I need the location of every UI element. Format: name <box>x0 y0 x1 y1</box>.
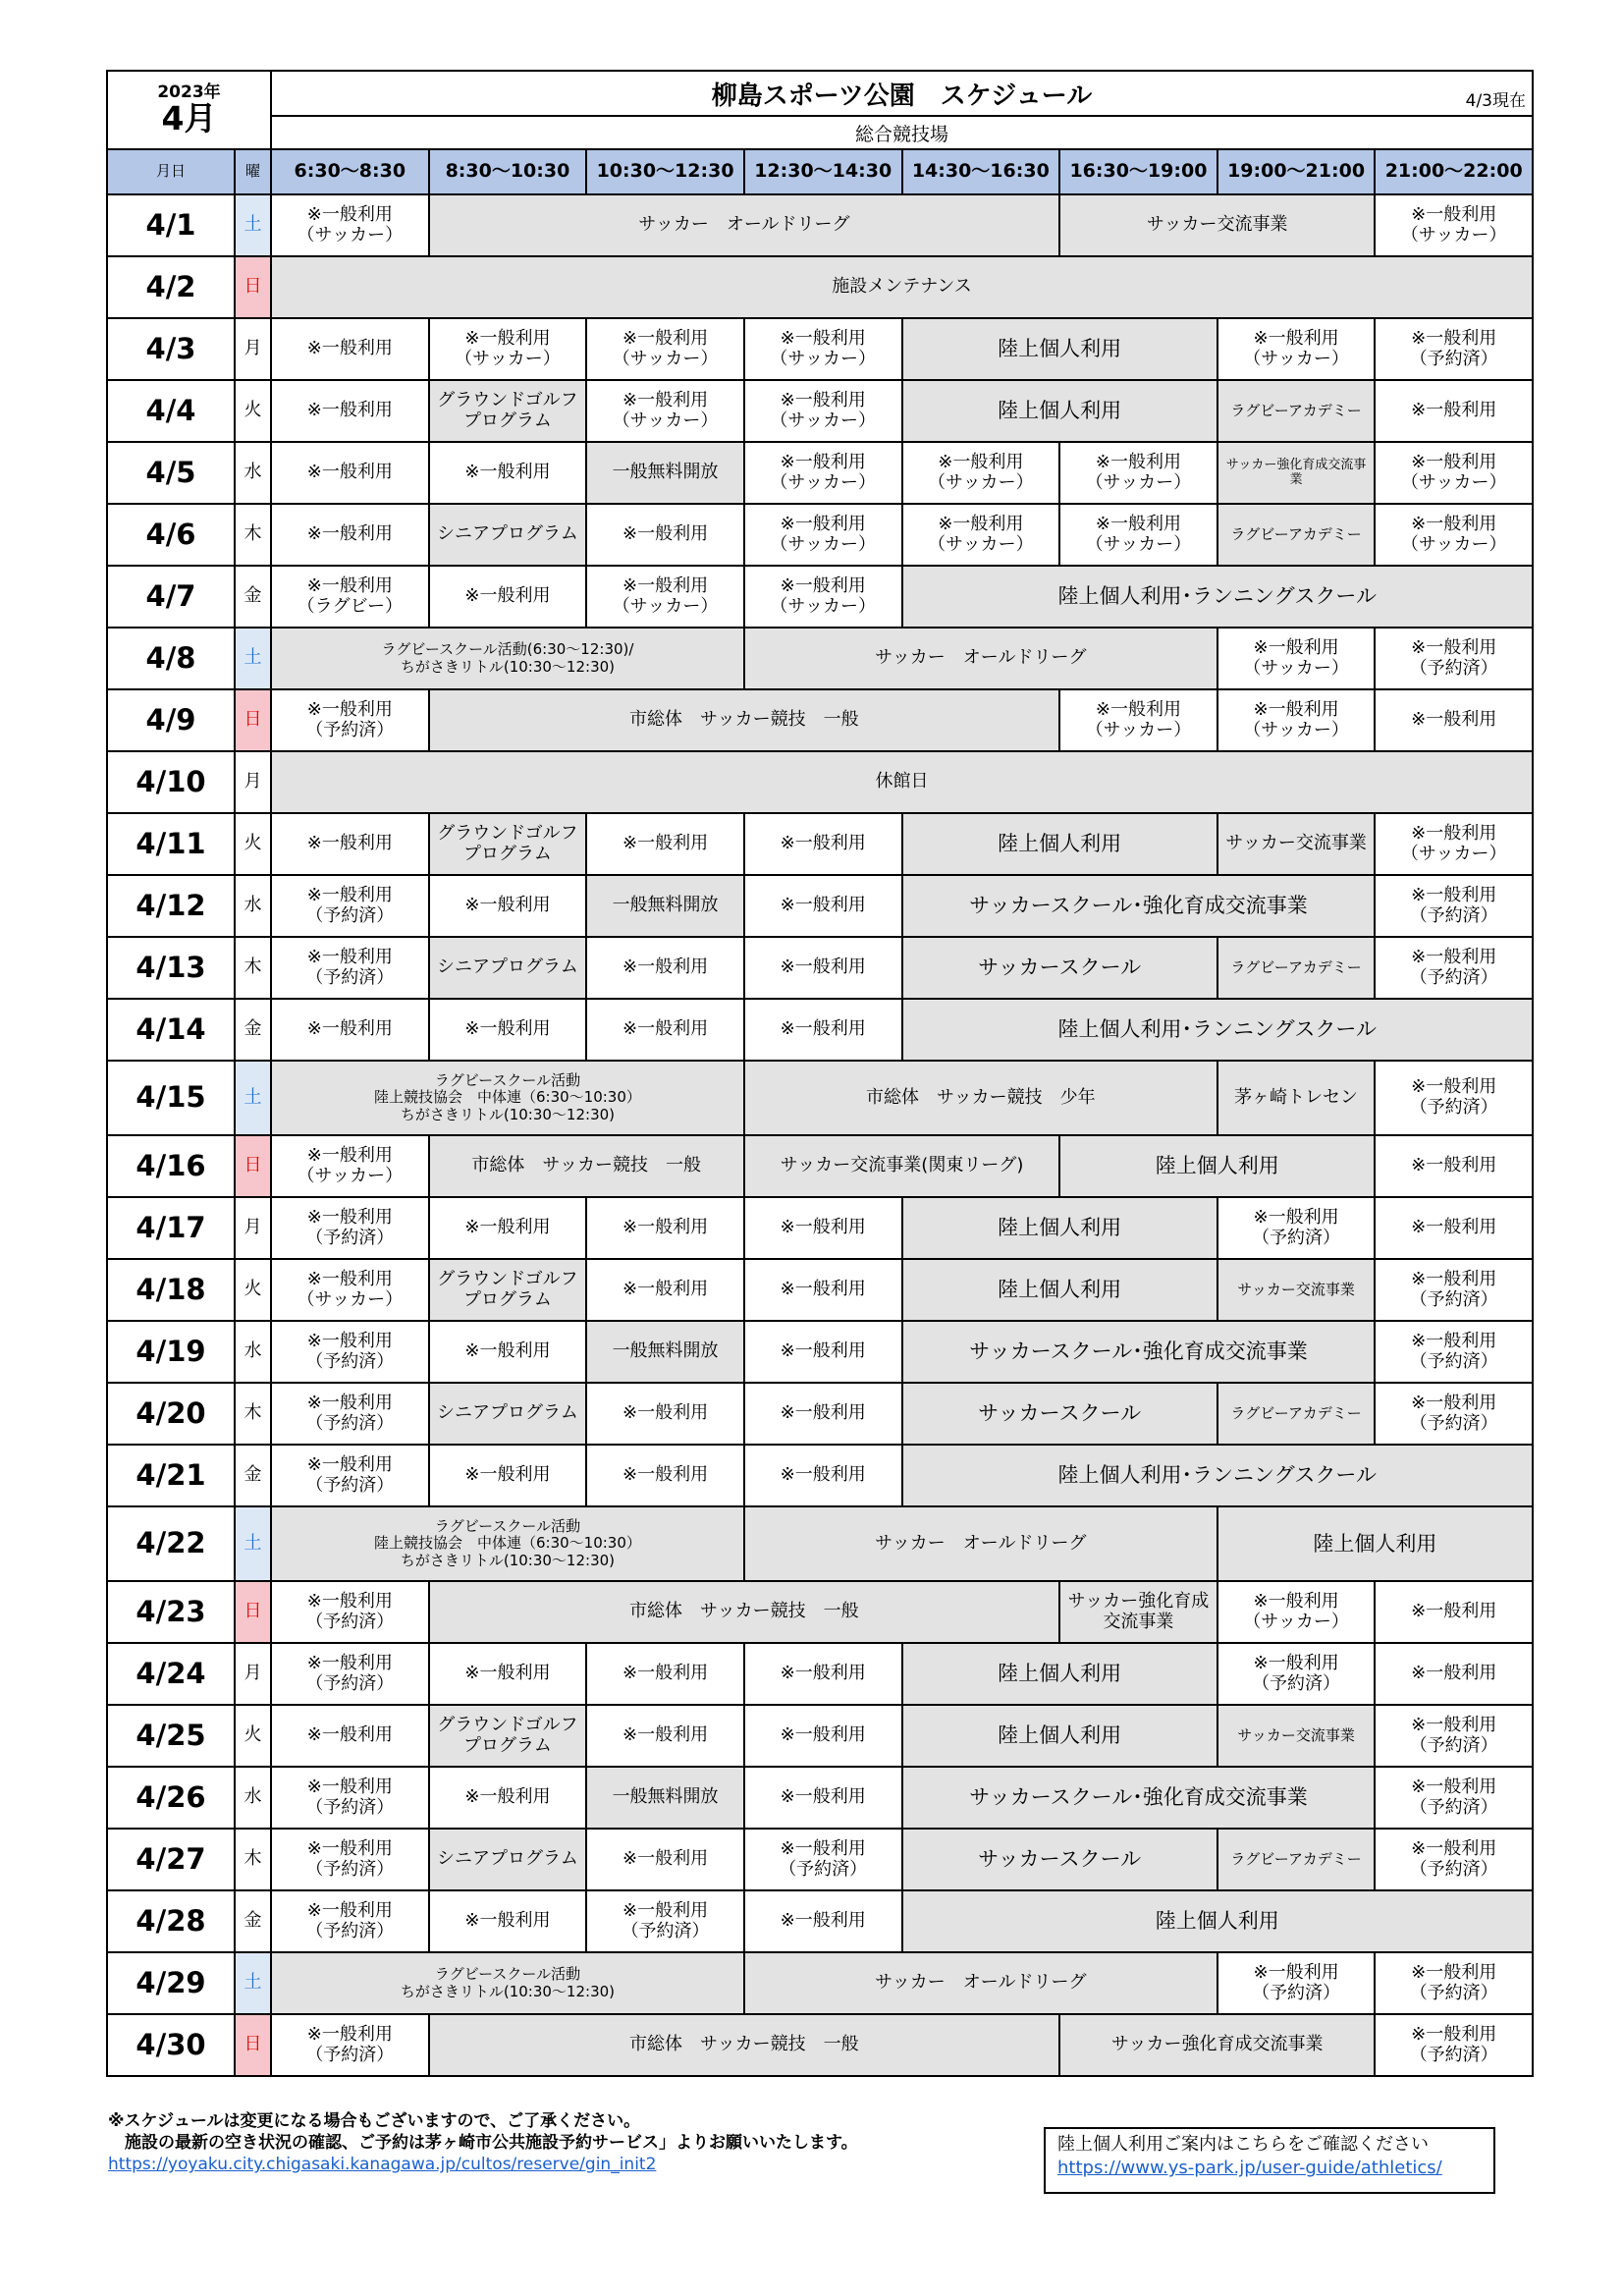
time-slot-header: 21:00～22:00 <box>1375 149 1533 194</box>
as-of-date: 4/3現在 <box>1465 91 1526 111</box>
availability-cell: ※一般利用 （サッカー） <box>1217 689 1376 751</box>
schedule-row <box>107 256 1533 318</box>
availability-cell: ※一般利用 <box>1375 1643 1533 1705</box>
row-date: 4/13 <box>107 937 235 999</box>
availability-cell: ※一般利用 （予約済） <box>1375 1829 1533 1890</box>
time-slot-header: 19:00～21:00 <box>1217 149 1376 194</box>
availability-cell: ※一般利用 <box>744 999 902 1061</box>
availability-cell: ※一般利用 （サッカー） <box>271 1259 429 1321</box>
availability-cell: ※一般利用 <box>429 875 587 937</box>
event-cell: 一般無料開放 <box>586 875 744 937</box>
availability-cell: ※一般利用 （サッカー） <box>902 442 1060 504</box>
availability-cell: ※一般利用 <box>271 813 429 875</box>
row-weekday: 日 <box>235 256 271 318</box>
availability-cell: ※一般利用 <box>1375 1581 1533 1643</box>
event-cell: 一般無料開放 <box>586 442 744 504</box>
event-cell: グラウンドゴルフ プログラム <box>429 813 587 875</box>
title-cell <box>271 71 1533 116</box>
schedule-row <box>107 1890 1533 1952</box>
availability-cell: ※一般利用 （予約済） <box>1375 1259 1533 1321</box>
row-weekday: 水 <box>235 442 271 504</box>
availability-cell: ※一般利用 （サッカー） <box>586 380 744 442</box>
availability-cell: ※一般利用 <box>586 1705 744 1767</box>
availability-cell: ※一般利用 <box>586 813 744 875</box>
availability-cell: ※一般利用 （予約済） <box>1375 1383 1533 1445</box>
event-cell: サッカースクール <box>902 1829 1217 1890</box>
event-cell: 陸上個人利用･ランニングスクール <box>902 566 1534 628</box>
venue-label: 総合競技場 <box>271 116 1533 149</box>
row-date: 4/20 <box>107 1383 235 1445</box>
availability-cell: ※一般利用 （ラグビー） <box>271 566 429 628</box>
schedule-row <box>107 937 1533 999</box>
availability-cell: ※一般利用 （サッカー） <box>586 566 744 628</box>
row-weekday: 月 <box>235 318 271 380</box>
availability-cell: ※一般利用 （サッカー） <box>744 380 902 442</box>
availability-cell: ※一般利用 （予約済） <box>1375 628 1533 689</box>
event-cell: サッカー強化育成交流事業 <box>1059 2014 1375 2076</box>
availability-cell: ※一般利用 （予約済） <box>271 1890 429 1952</box>
row-date: 4/4 <box>107 380 235 442</box>
column-header-row <box>107 149 1533 194</box>
availability-cell: ※一般利用 （予約済） <box>1375 2014 1533 2076</box>
row-weekday: 木 <box>235 1829 271 1890</box>
event-cell: ラグビーアカデミー <box>1217 380 1376 442</box>
event-cell: サッカースクール･強化育成交流事業 <box>902 1767 1376 1829</box>
availability-cell: ※一般利用 <box>1375 380 1533 442</box>
availability-cell: ※一般利用 <box>744 1890 902 1952</box>
row-date: 4/23 <box>107 1581 235 1643</box>
event-cell: サッカー オールドリーグ <box>429 194 1060 256</box>
availability-cell: ※一般利用 （予約済） <box>271 937 429 999</box>
availability-cell: ※一般利用 <box>429 1643 587 1705</box>
availability-cell: ※一般利用 （予約済） <box>1375 318 1533 380</box>
schedule-row <box>107 813 1533 875</box>
time-slot-header: 12:30～14:30 <box>744 149 902 194</box>
row-weekday: 金 <box>235 999 271 1061</box>
event-cell: 休館日 <box>271 751 1533 813</box>
row-weekday: 日 <box>235 689 271 751</box>
availability-cell: ※一般利用 <box>586 1259 744 1321</box>
schedule-row <box>107 628 1533 689</box>
row-date: 4/1 <box>107 194 235 256</box>
schedule-row <box>107 1197 1533 1259</box>
row-date: 4/8 <box>107 628 235 689</box>
row-date: 4/3 <box>107 318 235 380</box>
time-slot-header: 10:30～12:30 <box>586 149 744 194</box>
availability-cell: ※一般利用 （サッカー） <box>1375 813 1533 875</box>
time-slot-header: 8:30～10:30 <box>429 149 587 194</box>
availability-cell: ※一般利用 <box>271 1705 429 1767</box>
row-weekday: 水 <box>235 1767 271 1829</box>
availability-cell: ※一般利用 （予約済） <box>271 1321 429 1383</box>
row-weekday: 金 <box>235 1890 271 1952</box>
schedule-row <box>107 2014 1533 2076</box>
availability-cell: ※一般利用 （サッカー） <box>1217 1581 1376 1643</box>
row-date: 4/2 <box>107 256 235 318</box>
availability-cell: ※一般利用 （予約済） <box>271 1767 429 1829</box>
availability-cell: ※一般利用 <box>744 813 902 875</box>
event-cell: シニアプログラム <box>429 1829 587 1890</box>
availability-cell: ※一般利用 <box>586 504 744 566</box>
row-weekday: 金 <box>235 566 271 628</box>
footer-notes <box>108 2110 1011 2175</box>
row-weekday: 木 <box>235 1383 271 1445</box>
availability-cell: ※一般利用 （サッカー） <box>1059 689 1217 751</box>
schedule-row <box>107 318 1533 380</box>
availability-cell: ※一般利用 <box>429 1445 587 1506</box>
availability-cell: ※一般利用 <box>1375 1135 1533 1197</box>
row-date: 4/9 <box>107 689 235 751</box>
event-cell: サッカー強化育成 交流事業 <box>1059 1581 1217 1643</box>
schedule-row <box>107 1061 1533 1135</box>
event-cell: 陸上個人利用 <box>902 1259 1217 1321</box>
availability-cell: ※一般利用 <box>744 1445 902 1506</box>
event-cell: サッカー オールドリーグ <box>744 1506 1217 1581</box>
availability-cell: ※一般利用 <box>744 1197 902 1259</box>
row-date: 4/17 <box>107 1197 235 1259</box>
year-label: 2023年 <box>157 82 221 102</box>
availability-cell: ※一般利用 （予約済） <box>271 1581 429 1643</box>
event-cell: サッカースクール <box>902 937 1217 999</box>
event-cell: 一般無料開放 <box>586 1321 744 1383</box>
schedule-sheet <box>106 70 1534 2077</box>
athletics-info-link[interactable]: https://www.ys-park.jp/user-guide/athletics/ <box>1057 2158 1442 2179</box>
availability-cell: ※一般利用 （予約済） <box>1375 875 1533 937</box>
row-date: 4/30 <box>107 2014 235 2076</box>
availability-cell: ※一般利用 （サッカー） <box>744 504 902 566</box>
row-date: 4/28 <box>107 1890 235 1952</box>
event-cell: サッカースクール <box>902 1383 1217 1445</box>
availability-cell: ※一般利用 <box>744 937 902 999</box>
row-weekday: 水 <box>235 1321 271 1383</box>
event-cell: 陸上個人利用 <box>1217 1506 1533 1581</box>
row-weekday: 火 <box>235 1259 271 1321</box>
event-cell: 陸上個人利用･ランニングスクール <box>902 999 1534 1061</box>
availability-cell: ※一般利用 <box>744 1321 902 1383</box>
row-date: 4/16 <box>107 1135 235 1197</box>
row-weekday: 月 <box>235 1643 271 1705</box>
availability-cell: ※一般利用 （予約済） <box>271 1383 429 1445</box>
event-cell: ラグビーアカデミー <box>1217 1383 1376 1445</box>
row-date: 4/24 <box>107 1643 235 1705</box>
row-date: 4/10 <box>107 751 235 813</box>
row-date: 4/12 <box>107 875 235 937</box>
schedule-body <box>107 194 1533 2076</box>
event-cell: サッカー交流事業 <box>1217 1705 1376 1767</box>
schedule-row <box>107 1445 1533 1506</box>
schedule-row <box>107 1829 1533 1890</box>
row-weekday: 火 <box>235 380 271 442</box>
schedule-table <box>106 148 1534 2077</box>
row-weekday: 土 <box>235 1952 271 2014</box>
availability-cell: ※一般利用 <box>586 1445 744 1506</box>
event-cell: サッカースクール･強化育成交流事業 <box>902 875 1376 937</box>
availability-cell: ※一般利用 （予約済） <box>271 689 429 751</box>
availability-cell: ※一般利用 <box>586 1643 744 1705</box>
row-date: 4/11 <box>107 813 235 875</box>
row-weekday: 土 <box>235 1061 271 1135</box>
availability-cell: ※一般利用 （予約済） <box>271 875 429 937</box>
availability-cell: ※一般利用 <box>586 999 744 1061</box>
availability-cell: ※一般利用 （サッカー） <box>1217 318 1376 380</box>
row-weekday: 土 <box>235 194 271 256</box>
event-cell: ラグビーアカデミー <box>1217 1829 1376 1890</box>
row-date: 4/26 <box>107 1767 235 1829</box>
availability-cell: ※一般利用 <box>429 1197 587 1259</box>
event-cell: 陸上個人利用･ランニングスクール <box>902 1445 1534 1506</box>
date-column-header: 月日 <box>107 149 235 194</box>
schedule-row <box>107 875 1533 937</box>
availability-cell: ※一般利用 （予約済） <box>1375 1952 1533 2014</box>
event-cell: グラウンドゴルフ プログラム <box>429 1705 587 1767</box>
availability-cell: ※一般利用 （予約済） <box>1375 1767 1533 1829</box>
availability-cell: ※一般利用 <box>271 999 429 1061</box>
event-cell: ラグビースクール活動 陸上競技協会 中体連（6:30～10:30） ちがさきリトル(10:30～12:30) <box>271 1506 744 1581</box>
event-cell: シニアプログラム <box>429 504 587 566</box>
event-cell: シニアプログラム <box>429 937 587 999</box>
schedule-row <box>107 194 1533 256</box>
availability-cell: ※一般利用 （サッカー） <box>1217 628 1376 689</box>
availability-cell: ※一般利用 （サッカー） <box>586 318 744 380</box>
event-cell: ラグビースクール活動 ちがさきリトル(10:30～12:30) <box>271 1952 744 2014</box>
availability-cell: ※一般利用 （予約済） <box>271 1829 429 1890</box>
schedule-row <box>107 442 1533 504</box>
schedule-row <box>107 1952 1533 2014</box>
schedule-row <box>107 1643 1533 1705</box>
availability-cell: ※一般利用 （サッカー） <box>1375 194 1533 256</box>
availability-cell: ※一般利用 （サッカー） <box>1059 442 1217 504</box>
availability-cell: ※一般利用 （予約済） <box>1217 1952 1376 2014</box>
schedule-header <box>106 70 1534 150</box>
schedule-row <box>107 1259 1533 1321</box>
availability-cell: ※一般利用 （予約済） <box>271 1197 429 1259</box>
reservation-link[interactable]: https://yoyaku.city.chigasaki.kanagawa.jp/cultos/reserve/gin_init2 <box>108 2155 657 2175</box>
row-weekday: 日 <box>235 2014 271 2076</box>
row-date: 4/6 <box>107 504 235 566</box>
availability-cell: ※一般利用 <box>429 1890 587 1952</box>
event-cell: ラグビースクール活動 陸上競技協会 中体連（6:30～10:30） ちがさきリトル(10:30～12:30) <box>271 1061 744 1135</box>
time-slot-header: 6:30～8:30 <box>271 149 429 194</box>
schedule-row <box>107 566 1533 628</box>
availability-cell: ※一般利用 <box>586 937 744 999</box>
event-cell: シニアプログラム <box>429 1383 587 1445</box>
event-cell: 市総体 サッカー競技 一般 <box>429 689 1060 751</box>
event-cell: 陸上個人利用 <box>1059 1135 1375 1197</box>
availability-cell: ※一般利用 <box>429 442 587 504</box>
availability-cell: ※一般利用 （予約済） <box>744 1829 902 1890</box>
athletics-info-box <box>1044 2127 1495 2194</box>
availability-cell: ※一般利用 <box>744 1259 902 1321</box>
availability-cell: ※一般利用 <box>429 999 587 1061</box>
row-weekday: 土 <box>235 628 271 689</box>
event-cell: 陸上個人利用 <box>902 1890 1534 1952</box>
event-cell: 陸上個人利用 <box>902 1197 1217 1259</box>
time-slot-header: 14:30～16:30 <box>902 149 1060 194</box>
event-cell: サッカー交流事業 <box>1059 194 1375 256</box>
event-cell: サッカースクール･強化育成交流事業 <box>902 1321 1376 1383</box>
availability-cell: ※一般利用 （サッカー） <box>1059 504 1217 566</box>
row-weekday: 月 <box>235 751 271 813</box>
schedule-row <box>107 380 1533 442</box>
event-cell: ラグビースクール活動(6:30～12:30)/ ちがさきリトル(10:30～12:30) <box>271 628 744 689</box>
event-cell: 陸上個人利用 <box>902 1705 1217 1767</box>
time-slot-header: 16:30～19:00 <box>1059 149 1217 194</box>
availability-cell: ※一般利用 <box>586 1197 744 1259</box>
page-title: 柳島スポーツ公園 スケジュール <box>711 81 1093 111</box>
availability-cell: ※一般利用 <box>1375 1197 1533 1259</box>
event-cell: 陸上個人利用 <box>902 813 1217 875</box>
row-date: 4/22 <box>107 1506 235 1581</box>
event-cell: サッカー交流事業(関東リーグ) <box>744 1135 1059 1197</box>
availability-cell: ※一般利用 （サッカー） <box>1375 504 1533 566</box>
row-date: 4/5 <box>107 442 235 504</box>
schedule-row <box>107 999 1533 1061</box>
event-cell: 陸上個人利用 <box>902 318 1217 380</box>
event-cell: 市総体 サッカー競技 一般 <box>429 2014 1060 2076</box>
event-cell: サッカー交流事業 <box>1217 1259 1376 1321</box>
dow-column-header: 曜 <box>235 149 271 194</box>
availability-cell: ※一般利用 （予約済） <box>271 1445 429 1506</box>
availability-cell: ※一般利用 （予約済） <box>1375 1061 1533 1135</box>
event-cell: グラウンドゴルフ プログラム <box>429 380 587 442</box>
schedule-row <box>107 1135 1533 1197</box>
row-weekday: 木 <box>235 504 271 566</box>
event-cell: 陸上個人利用 <box>902 1643 1217 1705</box>
availability-cell: ※一般利用 （サッカー） <box>744 318 902 380</box>
availability-cell: ※一般利用 （予約済） <box>1375 1705 1533 1767</box>
event-cell: 市総体 サッカー競技 一般 <box>429 1581 1060 1643</box>
schedule-row <box>107 504 1533 566</box>
availability-cell: ※一般利用 <box>271 380 429 442</box>
event-cell: 市総体 サッカー競技 少年 <box>744 1061 1217 1135</box>
availability-cell: ※一般利用 （予約済） <box>586 1890 744 1952</box>
availability-cell: ※一般利用 <box>429 1321 587 1383</box>
event-cell: 陸上個人利用 <box>902 380 1217 442</box>
row-weekday: 日 <box>235 1581 271 1643</box>
availability-cell: ※一般利用 <box>1375 689 1533 751</box>
schedule-row <box>107 1581 1533 1643</box>
availability-cell: ※一般利用 （予約済） <box>1217 1643 1376 1705</box>
availability-cell: ※一般利用 <box>586 1829 744 1890</box>
event-cell: 市総体 サッカー競技 一般 <box>429 1135 744 1197</box>
schedule-row <box>107 1506 1533 1581</box>
event-cell: サッカー オールドリーグ <box>744 628 1217 689</box>
availability-cell: ※一般利用 <box>744 1383 902 1445</box>
event-cell: 茅ヶ崎トレセン <box>1217 1061 1376 1135</box>
availability-cell: ※一般利用 <box>429 1767 587 1829</box>
availability-cell: ※一般利用 （予約済） <box>1375 1321 1533 1383</box>
row-date: 4/25 <box>107 1705 235 1767</box>
event-cell: サッカー交流事業 <box>1217 813 1376 875</box>
event-cell: サッカー強化育成交流事業 <box>1217 442 1376 504</box>
availability-cell: ※一般利用 （サッカー） <box>744 442 902 504</box>
schedule-row <box>107 1767 1533 1829</box>
availability-cell: ※一般利用 （サッカー） <box>902 504 1060 566</box>
availability-cell: ※一般利用 <box>586 1383 744 1445</box>
schedule-row <box>107 1705 1533 1767</box>
row-date: 4/7 <box>107 566 235 628</box>
event-cell: ラグビーアカデミー <box>1217 937 1376 999</box>
event-cell: グラウンドゴルフ プログラム <box>429 1259 587 1321</box>
event-cell: ラグビーアカデミー <box>1217 504 1376 566</box>
schedule-row <box>107 1383 1533 1445</box>
availability-cell: ※一般利用 （サッカー） <box>744 566 902 628</box>
row-weekday: 木 <box>235 937 271 999</box>
footer-note-2: 施設の最新の空き状況の確認、ご予約は茅ヶ崎市公共施設予約サービス」よりお願いいたします。 <box>108 2133 858 2154</box>
availability-cell: ※一般利用 <box>271 318 429 380</box>
availability-cell: ※一般利用 （予約済） <box>271 1643 429 1705</box>
event-cell: 一般無料開放 <box>586 1767 744 1829</box>
row-weekday: 日 <box>235 1135 271 1197</box>
year-month-cell <box>107 71 271 149</box>
row-date: 4/15 <box>107 1061 235 1135</box>
row-weekday: 火 <box>235 1705 271 1767</box>
availability-cell: ※一般利用 <box>429 566 587 628</box>
row-date: 4/27 <box>107 1829 235 1890</box>
availability-cell: ※一般利用 <box>744 1643 902 1705</box>
availability-cell: ※一般利用 （サッカー） <box>1375 442 1533 504</box>
availability-cell: ※一般利用 （予約済） <box>1217 1197 1376 1259</box>
row-weekday: 火 <box>235 813 271 875</box>
availability-cell: ※一般利用 （サッカー） <box>429 318 587 380</box>
availability-cell: ※一般利用 <box>271 442 429 504</box>
availability-cell: ※一般利用 <box>271 504 429 566</box>
availability-cell: ※一般利用 （予約済） <box>1375 937 1533 999</box>
athletics-info-text: 陸上個人利用ご案内はこちらをご確認ください <box>1057 2134 1429 2155</box>
availability-cell: ※一般利用 （サッカー） <box>271 194 429 256</box>
availability-cell: ※一般利用 （サッカー） <box>271 1135 429 1197</box>
row-weekday: 金 <box>235 1445 271 1506</box>
row-date: 4/14 <box>107 999 235 1061</box>
event-cell: サッカー オールドリーグ <box>744 1952 1217 2014</box>
row-weekday: 月 <box>235 1197 271 1259</box>
row-date: 4/18 <box>107 1259 235 1321</box>
schedule-row <box>107 751 1533 813</box>
month-label: 4月 <box>161 99 217 138</box>
row-weekday: 水 <box>235 875 271 937</box>
availability-cell: ※一般利用 <box>744 1767 902 1829</box>
event-cell: 施設メンテナンス <box>271 256 1533 318</box>
availability-cell: ※一般利用 <box>744 1705 902 1767</box>
footer-note-1: ※スケジュールは変更になる場合もございますので、ご了承ください。 <box>108 2111 641 2131</box>
schedule-row <box>107 689 1533 751</box>
row-date: 4/29 <box>107 1952 235 2014</box>
availability-cell: ※一般利用 <box>744 875 902 937</box>
row-weekday: 土 <box>235 1506 271 1581</box>
availability-cell: ※一般利用 （予約済） <box>271 2014 429 2076</box>
schedule-row <box>107 1321 1533 1383</box>
row-date: 4/21 <box>107 1445 235 1506</box>
row-date: 4/19 <box>107 1321 235 1383</box>
